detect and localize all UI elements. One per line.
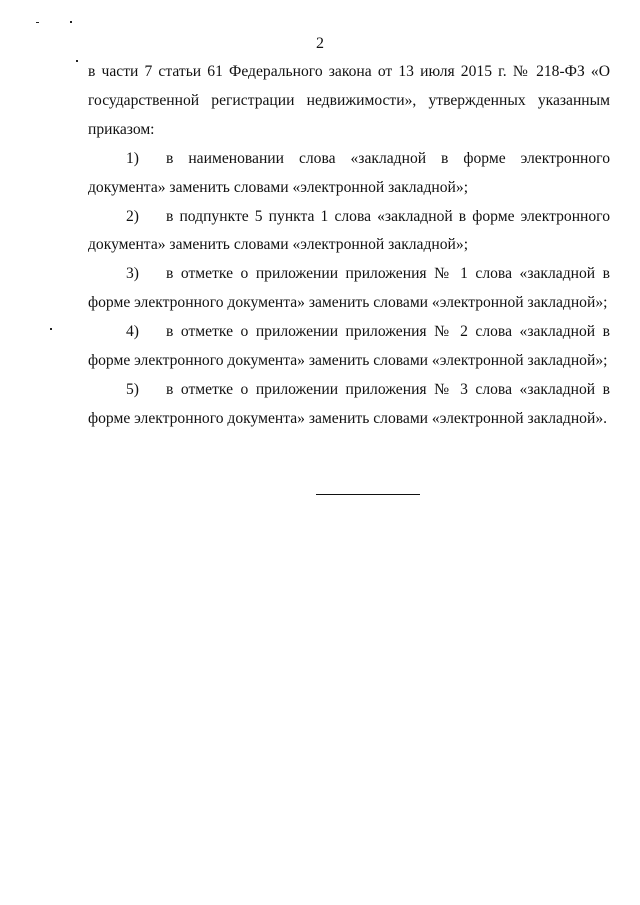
list-item-text: в наименовании слова «закладной в форме электронного документа» заменить словами «электронной закладной»; (88, 149, 610, 196)
scan-artifact (76, 60, 78, 62)
list-item-text: в отметке о приложении приложения № 3 слова «закладной в форме электронного документа» заменить словами «электронной закладной». (88, 380, 610, 427)
list-item-text: в отметке о приложении приложения № 1 слова «закладной в форме электронного документа» заменить словами «электронной закладной»; (88, 265, 610, 312)
list-item-number: 1) (126, 149, 139, 167)
intro-paragraph: в части 7 статьи 61 Федерального закона от 13 июля 2015 г. № 218-ФЗ «О государственной регистрации недвижимости», утвержденных указанным приказом: (88, 63, 610, 138)
scan-artifact (36, 22, 39, 23)
list-item-text: в отметке о приложении приложения № 2 слова «закладной в форме электронного документа» заменить словами «электронной закладной»; (88, 323, 610, 370)
scan-artifact (70, 21, 72, 23)
list-item-1 (88, 145, 610, 203)
list-item-number: 3) (126, 265, 139, 283)
list-item-text: в подпункте 5 пункта 1 слова «закладной в форме электронного документа» заменить словами «электронной закладной»; (88, 207, 610, 254)
list-item-number: 5) (126, 380, 139, 398)
scan-artifact (50, 328, 52, 330)
end-of-document-rule (316, 494, 420, 495)
list-item-2 (88, 203, 610, 261)
list-item-5 (88, 376, 610, 434)
page-number: 2 (316, 35, 324, 52)
list-item-number: 2) (126, 207, 139, 225)
list-item-number: 4) (126, 323, 139, 341)
list-item-3 (88, 260, 610, 318)
document-body (88, 58, 610, 434)
list-item-4 (88, 318, 610, 376)
